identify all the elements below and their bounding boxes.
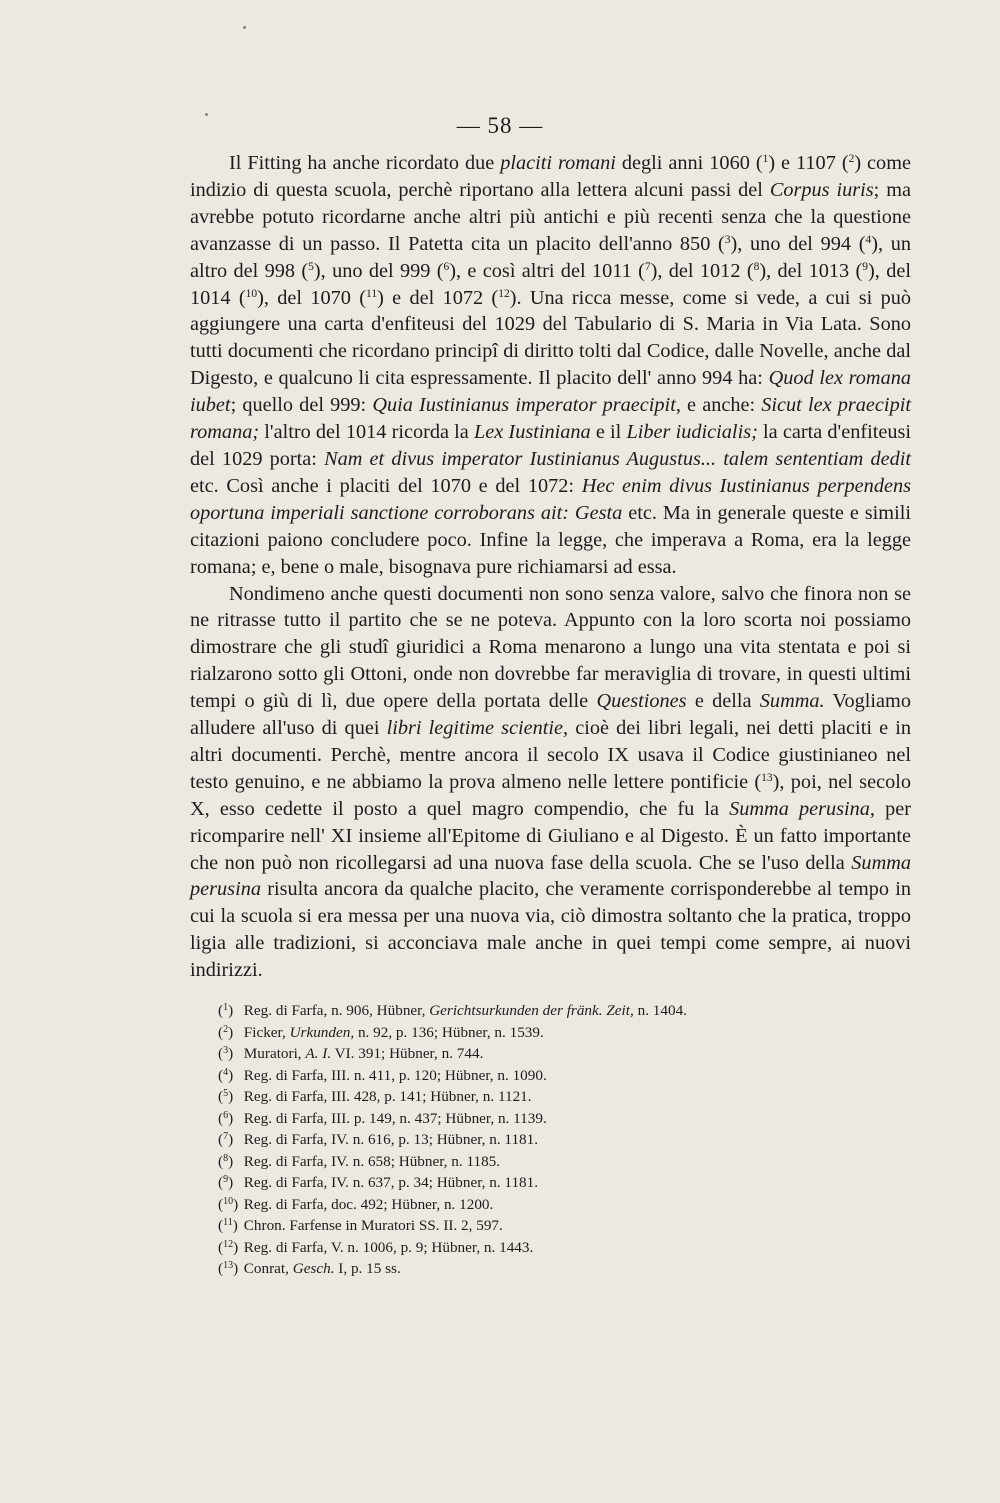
- italic-text: Quod lex romana iubet: [190, 367, 911, 417]
- italic-text: Gerichtsurkunden der fränk. Zeit,: [429, 1002, 634, 1019]
- footnote: [218, 1215, 858, 1237]
- text-run: Chron. Farfense in Muratori SS. II. 2, 597.: [243, 1217, 503, 1234]
- footnote: [218, 1151, 858, 1173]
- text-run: Conrat,: [243, 1260, 293, 1277]
- italic-text: Questiones: [596, 690, 687, 713]
- text-run: Reg. di Farfa, IV. n. 658; Hübner, n. 1185.: [243, 1152, 501, 1170]
- italic-text: Summa perusina: [190, 851, 911, 901]
- text-run: ), del 1070 (: [257, 286, 366, 309]
- footnotes: [218, 1000, 858, 1280]
- text-run: Reg. di Farfa, III. n. 411, p. 120; Hübner, n. 1090.: [243, 1066, 547, 1084]
- italic-text: Urkunden,: [289, 1023, 355, 1041]
- text-run: ). Una ricca messe, come si vede, a cui si può aggiungere una carta d'enfiteusi del 1029 del Tabulario di S. Maria in Via Lata. Sono tutti documenti che ricordano principî di diritto tolti dal Codice, dalle Novelle, anche dal Digesto, e qualcuno li cita espressamente. Il placito dell' anno 994 ha:: [190, 286, 911, 390]
- footnote-reference[interactable]: 6: [443, 260, 450, 273]
- text-run: ; ma avrebbe potuto ricordarne anche altri più antichi e più recenti senza che la questione avanzasse di un passo. Il Patetta cita un placito dell'anno 850 (: [190, 178, 911, 255]
- footnote: [218, 1129, 858, 1151]
- text-run: Reg. di Farfa, IV. n. 637, p. 34; Hübner, n. 1181.: [243, 1174, 539, 1191]
- footnote: [218, 1043, 858, 1065]
- footnote-reference[interactable]: 11: [366, 287, 378, 300]
- footnote-mark: 12: [223, 1238, 234, 1250]
- text-run: VI. 391; Hübner, n. 744.: [331, 1045, 484, 1062]
- footnote-mark: 10: [223, 1195, 234, 1207]
- italic-text: Nam et divus imperator Iustinianus Augustus... talem sententiam dedit: [324, 447, 911, 470]
- text-run: Nondimeno anche questi documenti non sono senza valore, salvo che finora non se ne ritrasse tutto il partito che se ne poteva. Appunto con la loro scorta noi possiamo dimostrare che gli studî giuridici a Roma menarono a lungo una vita stentata e poi si rialzarono sotto gli Ottoni, onde non dovrebbe far meraviglia di trovare, in questi ultimi tempi o giù di lì, due opere della portata delle: [190, 582, 911, 713]
- footnote-mark: 13: [223, 1260, 234, 1271]
- text-run: ), uno del 994 (: [730, 232, 866, 255]
- page-number: — 58 —: [456, 113, 544, 138]
- text-run: e il: [590, 421, 627, 444]
- footnote-mark: 6: [223, 1109, 229, 1121]
- text-run: Muratori,: [243, 1045, 306, 1062]
- footnote-reference[interactable]: 10: [245, 287, 258, 300]
- footnote-reference[interactable]: 12: [498, 287, 510, 300]
- footnote-mark: 2: [223, 1023, 229, 1035]
- text-run: etc. Così anche i placiti del 1070 e del 1072:: [190, 474, 582, 497]
- footnote-number: ($^{13}$): [218, 1260, 239, 1277]
- italic-text: Gesch.: [292, 1260, 335, 1277]
- footnote-number: ($^3$): [218, 1045, 234, 1062]
- text-run: Reg. di Farfa, V. n. 1006, p. 9; Hübner, n. 1443.: [243, 1238, 534, 1256]
- text-run: ), un altro del 998 (: [190, 232, 912, 282]
- footnote-number: ($^{10}$): [218, 1195, 239, 1213]
- text-run: ), del 1012 (: [650, 259, 754, 282]
- text-run: n. 1404.: [633, 1002, 687, 1019]
- italic-text: Summa.: [759, 690, 825, 713]
- text-run: e della: [686, 690, 760, 713]
- text-run: per ricomparire nell' XI insieme all'Epitome di Giuliano e al Digesto. È un fatto importante che non può non ricollegarsi ad una nuova fase della scuola. Che se l'uso della: [190, 797, 912, 874]
- footnote-number: ($^6$): [218, 1109, 234, 1127]
- text-run: ), del 1014 (: [190, 259, 911, 309]
- footnote-reference[interactable]: 2: [848, 153, 855, 165]
- text-run: Reg. di Farfa, doc. 492; Hübner, n. 1200.: [243, 1195, 494, 1213]
- text-run: Il Fitting ha anche ricordato due: [229, 152, 501, 174]
- footnote-number: ($^{11}$): [218, 1217, 238, 1234]
- italic-text: A. I.: [305, 1045, 332, 1062]
- text-run: , e anche:: [675, 394, 762, 417]
- footnote-reference[interactable]: 3: [724, 233, 731, 246]
- footnote-mark: 5: [223, 1088, 229, 1099]
- footnote-number: ($^{12}$): [218, 1238, 239, 1256]
- footnote: [218, 1086, 858, 1108]
- footnote-mark: 11: [223, 1217, 233, 1228]
- footnote: [218, 1237, 858, 1259]
- footnote-reference[interactable]: 5: [308, 260, 314, 273]
- footnote-number: ($^1$): [218, 1002, 234, 1019]
- text-run: Reg. di Farfa, n. 906, Hübner,: [243, 1002, 430, 1019]
- footnote-mark: 3: [223, 1045, 229, 1056]
- footnote-reference[interactable]: 1: [762, 153, 769, 165]
- italic-text: Sicut lex praecipit romana;: [190, 394, 911, 444]
- footnote-reference[interactable]: 13: [761, 771, 773, 784]
- footnote: [218, 1194, 858, 1216]
- footnote-reference[interactable]: 4: [865, 233, 872, 246]
- footnote-number: ($^4$): [218, 1066, 234, 1084]
- footnote-mark: 8: [223, 1152, 229, 1164]
- footnote-reference[interactable]: 9: [862, 260, 869, 273]
- paragraph: [190, 150, 911, 581]
- footnote-number: ($^9$): [218, 1174, 234, 1191]
- text-run: Ficker,: [243, 1023, 290, 1041]
- footnote-number: ($^7$): [218, 1131, 234, 1148]
- text-run: cioè dei libri legali, nei detti placiti e in altri documenti. Perchè, mentre ancora il secolo IX usava il Codice giustinianeo nel testo genuino, e ne abbiamo la prova almeno nelle lettere pontificie (: [190, 717, 911, 793]
- italic-text: Corpus iuris: [769, 178, 874, 201]
- italic-text: Quia Iustinianus imperator praecipit: [372, 394, 676, 417]
- text-run: Reg. di Farfa, III. 428, p. 141; Hübner, n. 1121.: [243, 1088, 532, 1105]
- text-run: la carta d'enfiteusi del 1029 porta:: [190, 421, 912, 470]
- text-run: ) come indizio di questa scuola, perchè riportano alla lettera alcuni passi del: [190, 152, 911, 201]
- text-run: l'altro del 1014 ricorda la: [259, 421, 474, 444]
- italic-text: libri legitime scientie,: [386, 717, 569, 740]
- footnote-reference[interactable]: 7: [644, 260, 651, 273]
- footnote: [218, 1000, 858, 1022]
- text-run: ) e del 1072 (: [377, 286, 499, 309]
- footnote: [218, 1258, 858, 1280]
- text-run: ), del 1013 (: [759, 259, 863, 282]
- paragraph: [190, 581, 911, 985]
- text-run: Reg. di Farfa, III. p. 149, n. 437; Hübner, n. 1139.: [243, 1109, 547, 1127]
- text-run: Reg. di Farfa, IV. n. 616, p. 13; Hübner, n. 1181.: [243, 1131, 539, 1148]
- text-run: Vogliamo alludere all'uso di quei: [190, 690, 911, 740]
- text-run: ), e così altri del 1011 (: [449, 259, 645, 282]
- text-run: ) e 1107 (: [768, 152, 849, 174]
- footnote-mark: 7: [223, 1131, 229, 1142]
- footnote: [218, 1172, 858, 1194]
- text-run: I, p. 15 ss.: [334, 1260, 401, 1277]
- text-run: ; quello del 999:: [230, 394, 373, 417]
- footnote-reference[interactable]: 8: [753, 260, 760, 273]
- footnote-number: ($^8$): [218, 1152, 234, 1170]
- text-run: n. 92, p. 136; Hübner, n. 1539.: [354, 1023, 544, 1041]
- italic-text: Summa perusina,: [729, 797, 875, 820]
- italic-text: Hec enim divus Iustinianus perpendens oportuna imperiali sanctione corroborans ait: Gesta: [190, 474, 911, 524]
- body-text: [190, 150, 911, 984]
- footnote: [218, 1022, 858, 1044]
- footnote-number: ($^2$): [218, 1023, 234, 1041]
- footnote-mark: 9: [223, 1174, 229, 1185]
- footnote-mark: 1: [223, 1002, 229, 1013]
- footnote: [218, 1065, 858, 1087]
- italic-text: Lex Iustiniana: [473, 421, 591, 444]
- paper-speck: [243, 26, 246, 29]
- text-run: etc. Ma in generale queste e simili citazioni paiono concludere poco. Infine la legge, che imperava a Roma, era la legge romana; e, bene o male, bisognava pure richiamarsi ad essa.: [190, 501, 911, 578]
- text-run: ), uno del 999 (: [313, 259, 444, 282]
- text-run: degli anni 1060 (: [615, 152, 763, 174]
- text-run: risulta ancora da qualche placito, che veramente corrisponderebbe al tempo in cui la scuola si era messa per una nuova via, ciò dimostra soltanto che la pratica, troppo ligia alle tradizioni, si acconciava male anche in quei tempi come sempre, ai nuovi indirizzi.: [190, 878, 911, 982]
- footnote: [218, 1108, 858, 1130]
- italic-text: Liber iudicialis;: [626, 421, 758, 444]
- footnote-number: ($^5$): [218, 1088, 234, 1105]
- italic-text: placiti romani: [500, 152, 616, 174]
- footnote-mark: 4: [223, 1066, 229, 1078]
- text-run: ), poi, nel secolo X, esso cedette il posto a quel magro compendio, che fu la: [190, 770, 911, 820]
